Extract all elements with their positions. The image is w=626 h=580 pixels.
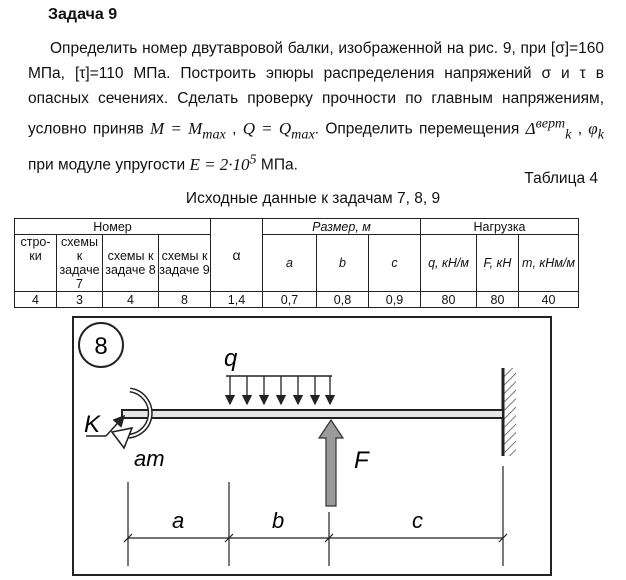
- formula-e: $E = 2\cdot 10^5$: [189, 151, 257, 174]
- text-part-3: при модуле упругости: [28, 156, 190, 174]
- fixed-wall-hatch: [504, 368, 516, 456]
- dim-a: a: [172, 508, 185, 533]
- distributed-load-q: [226, 376, 332, 404]
- formula-q: $Q = Q_{max}$: [242, 118, 315, 143]
- header-c: c: [369, 235, 421, 292]
- dim-b: b: [272, 508, 285, 533]
- header-q: q, кН/м: [421, 235, 477, 292]
- header-f: F, кН: [477, 235, 519, 292]
- task-text: Определить номер двутавровой балки, изображенной на рис. 9, при [σ]=160 МПа, [τ]=110 МПа. Построить эпюры распределения напряжений σ и τ в опасных сечениях. Сделать проверку прочности по главным напряжениям, условно приняв $M = M_{max}$ , $Q = Q_{max}$. Определить перемещения $\Delta^{верт}_k$ , $\varphi_k$ при модуле упругости $E = 2\cdot 10^5$ МПа.: [28, 40, 604, 174]
- beam-figure: [72, 316, 552, 576]
- header-size: Размер, м: [263, 219, 421, 235]
- label-am: am: [134, 446, 165, 471]
- header-alpha: α: [211, 219, 263, 292]
- label-q: q: [224, 345, 238, 372]
- header-a: a: [263, 235, 317, 292]
- cell-row: 4: [15, 292, 57, 308]
- cell-alpha: 1,4: [211, 292, 263, 308]
- cell-a: 0,7: [263, 292, 317, 308]
- header-scheme-8: схемы к задаче 8: [103, 235, 159, 292]
- formula-m: $M = M_{max}$: [150, 118, 226, 143]
- cell-b: 0,8: [317, 292, 369, 308]
- force-f-arrow: [319, 420, 343, 506]
- formula-phi: $\varphi_k$: [588, 118, 604, 143]
- header-b: b: [317, 235, 369, 292]
- input-data-table: [14, 218, 579, 308]
- header-load: Нагрузка: [421, 219, 579, 235]
- cell-m: 40: [519, 292, 579, 308]
- table-label: Таблица 4: [524, 170, 598, 187]
- beam: [122, 410, 503, 418]
- header-row: стро-ки: [15, 235, 57, 292]
- cell-s9: 8: [159, 292, 211, 308]
- cell-s8: 4: [103, 292, 159, 308]
- figure-number: 8: [94, 333, 108, 360]
- dim-c: c: [412, 508, 423, 533]
- header-m: m, кНм/м: [519, 235, 579, 292]
- header-scheme-9: схемы к задаче 9: [159, 235, 211, 292]
- cell-f: 80: [477, 292, 519, 308]
- header-nomer: Номер: [15, 219, 211, 235]
- text-part-1: Определить номер двутавровой балки, изображенной на рис. 9, при [σ]=160 МПа, [τ]=110 МПа. Построить эпюры распределения напряжений σ и τ в опасных сечениях. Сделать проверку прочности по главным напряжениям, условно приняв: [28, 40, 604, 138]
- cell-s7: 3: [57, 292, 103, 308]
- label-k: K: [84, 411, 101, 438]
- header-scheme-7: схемы к задаче 7: [57, 235, 103, 292]
- text-part-4: МПа.: [256, 156, 298, 174]
- formula-delta: $\Delta^{верт}_k$: [525, 115, 572, 143]
- cell-q: 80: [421, 292, 477, 308]
- table-caption: Исходные данные к задачам 7, 8, 9: [185, 190, 441, 207]
- text-part-2: . Определить перемещения: [314, 120, 526, 138]
- cell-c: 0,9: [369, 292, 421, 308]
- label-f: F: [354, 447, 369, 474]
- task-title: Задача 9: [48, 6, 118, 23]
